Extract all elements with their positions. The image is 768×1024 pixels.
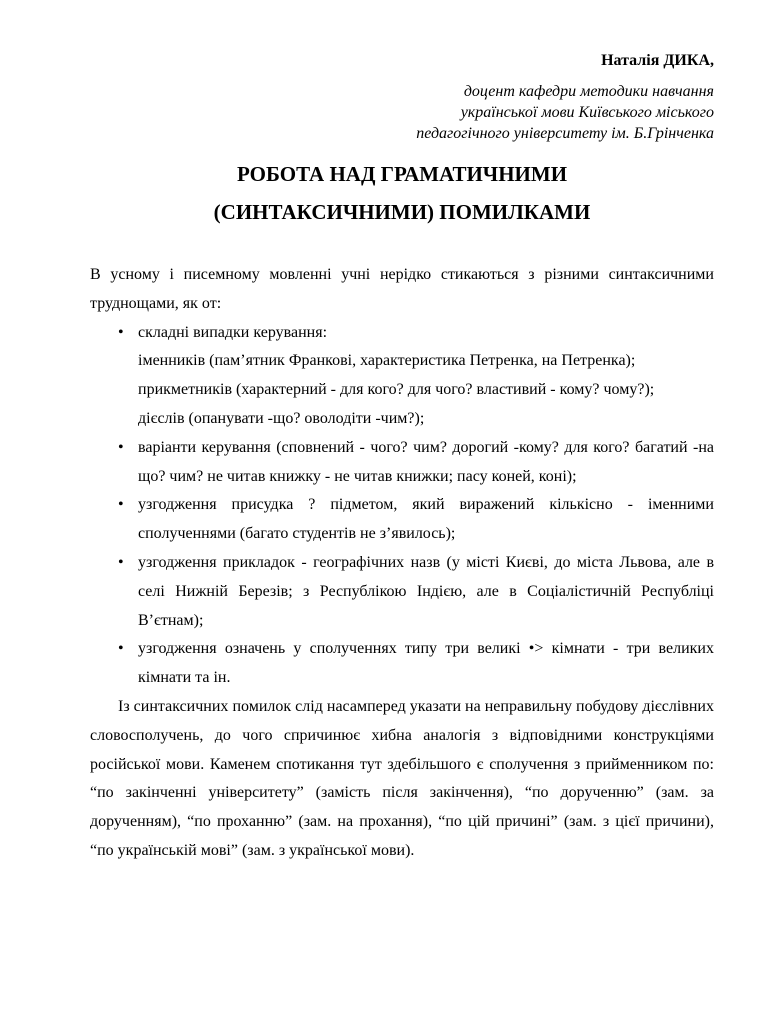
list-item-text: узгодження означень у сполученнях типу три великі •> кімнати - три великих кімнати та ін. bbox=[138, 640, 714, 687]
author-block bbox=[90, 51, 714, 144]
title-line: РОБОТА НАД ГРАМАТИЧНИМИ bbox=[236, 162, 568, 186]
article-body bbox=[90, 261, 714, 866]
list-item-text: узгодження присудка ? підметом, який виражений кількісно - іменними сполученнями (багато студентів не з’явилось); bbox=[138, 496, 714, 543]
list-item bbox=[90, 635, 714, 693]
intro-paragraph: В усному і писемному мовленні учні нерідко стикаються з різними синтаксичними труднощами, як от: bbox=[90, 266, 714, 312]
author-position-line: педагогічного університету ім. Б.Грінченка bbox=[416, 125, 714, 142]
list-sub-item: прикметників (характерний - для кого? для чого? властивий - кому? чому?); bbox=[138, 381, 655, 399]
list-item-text: варіанти керування (сповнений - чого? чим? дорогий -кому? для кого? багатий -на що? чим? не читав книжку - не читав книжки; пасу коней, коні); bbox=[138, 438, 714, 485]
list-item-text: узгодження прикладок - географічних назв (у місті Києві, до міста Львова, але в селі Нижній Березів; з Республікою Індією, але в Соціалістичній Республіці В’єтнам); bbox=[138, 553, 714, 629]
author-position-line: доцент кафедри методики навчання bbox=[463, 83, 714, 100]
list-sub-item: іменників (пам’ятник Франкові, характеристика Петренка, на Петренка); bbox=[138, 352, 636, 370]
author-position-line: української мови Київського міського bbox=[460, 104, 714, 121]
bullet-icon: • bbox=[118, 640, 124, 658]
author-name: Наталія ДИКА, bbox=[601, 52, 714, 69]
body-paragraph: Із синтаксичних помилок слід насамперед указати на неправильну побудову дієслівних словосполучень, до чого спричинює хибна аналогія з відповідними конструкціями російської мови. Каменем спотикання тут здебільшого є сполучення з прийменником по: “по закінченні університету” (замість після закінчення), “по дорученню” (зам. за дорученням), “по проханню” (зам. на прохання), “по цій причині” (зам. з цієї причини), “по українській мові” (зам. з української мови). bbox=[90, 697, 714, 859]
article-title bbox=[90, 155, 714, 231]
document-page bbox=[90, 0, 714, 1024]
list-item bbox=[90, 491, 714, 549]
list-sub-item: дієслів (опанувати -що? оволодіти -чим?); bbox=[138, 409, 425, 427]
title-line: (СИНТАКСИЧНИМИ) ПОМИЛКАМИ bbox=[213, 200, 591, 224]
bullet-icon: • bbox=[118, 496, 124, 514]
bullet-icon: • bbox=[118, 438, 124, 456]
list-item-text: складні випадки керування: bbox=[138, 323, 328, 341]
bullet-icon: • bbox=[118, 323, 124, 341]
list-item bbox=[90, 319, 714, 434]
bullet-icon: • bbox=[118, 553, 124, 571]
list-item bbox=[90, 434, 714, 492]
list-item bbox=[90, 549, 714, 635]
bullet-list bbox=[90, 319, 714, 693]
